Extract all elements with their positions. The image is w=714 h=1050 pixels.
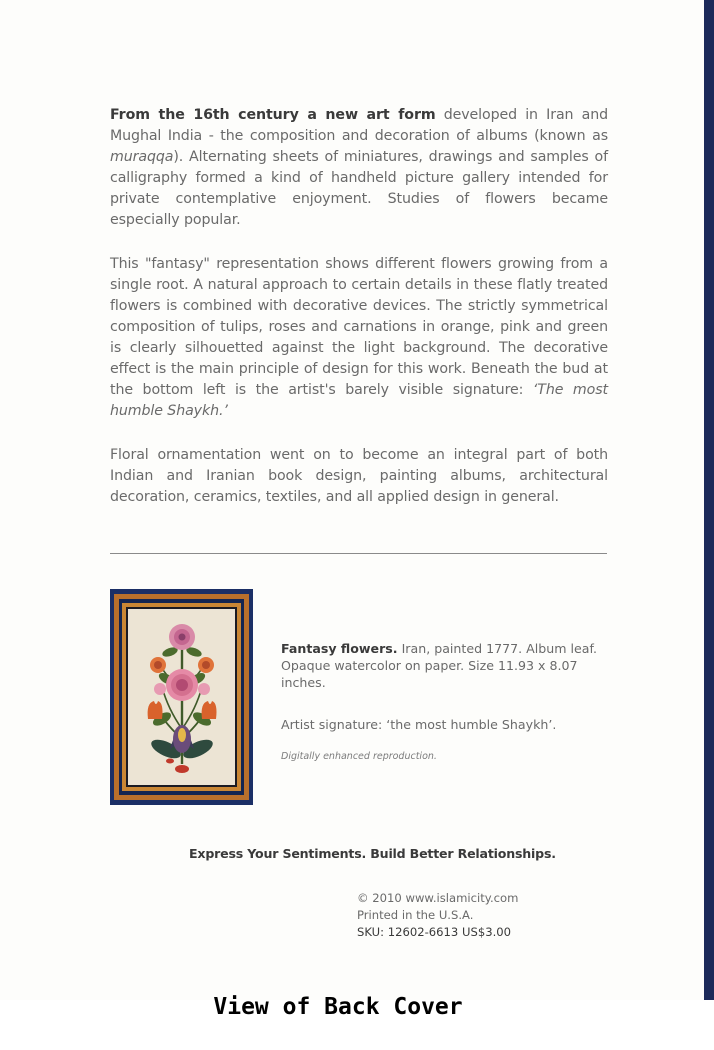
- intro-paragraph: [110, 105, 608, 231]
- intro-lead: From the 16th century a new art form: [110, 107, 436, 123]
- intro-text-a: developed in Iran and Mughal India - the composition and decoration of albums (known as: [110, 107, 608, 144]
- spine-edge: [704, 0, 714, 1000]
- divider-rule: [110, 553, 607, 554]
- intro-text-b: ). Alternating sheets of miniatures, drawings and samples of calligraphy formed a kind of handheld picture gallery intended for private contemplative enjoyment. Studies of flowers became especially popular.: [110, 149, 608, 228]
- description-text: This "fantasy" representation shows different flowers growing from a single root. A natural approach to certain details in these flatly treated flowers is combined with decorative devices. The strictly symmetrical composition of tulips, roses and carnations in orange, pink and green is clearly silhouetted against the light background. The decorative effect is the main principle of design for this work. Beneath the bud at the bottom left is the artist's barely visible signature:: [110, 256, 608, 398]
- tagline: Express Your Sentiments. Build Better Relationships.: [189, 846, 556, 861]
- painting-image: [110, 589, 253, 805]
- caption-title-block: [281, 640, 611, 691]
- closing-text: Floral ornamentation went on to become an integral part of both Indian and Iranian book design, painting albums, architectural decoration, ceramics, textiles, and all applied design in general.: [110, 447, 608, 505]
- caption-title: Fantasy flowers.: [281, 641, 398, 656]
- signature-quote: ‘The most humble Shaykh.’: [110, 382, 608, 419]
- description-paragraph: [110, 254, 608, 422]
- caption-details: Iran, painted 1777. Album leaf. Opaque watercolor on paper. Size 11.93 x 8.07 inches.: [281, 641, 597, 690]
- credits-block: [357, 890, 518, 941]
- muraqqa-term: muraqqa: [110, 149, 174, 165]
- copyright-line: © 2010 www.islamicity.com: [357, 891, 519, 905]
- caption-signature: Artist signature: ‘the most humble Shaykh’.: [281, 717, 557, 732]
- view-label: View of Back Cover: [213, 994, 463, 1020]
- sku-price-line: SKU: 12602-6613 US$3.00: [357, 925, 512, 939]
- printed-line: Printed in the U.S.A.: [357, 908, 474, 922]
- closing-paragraph: [110, 445, 608, 508]
- caption-note: Digitally enhanced reproduction.: [281, 751, 437, 762]
